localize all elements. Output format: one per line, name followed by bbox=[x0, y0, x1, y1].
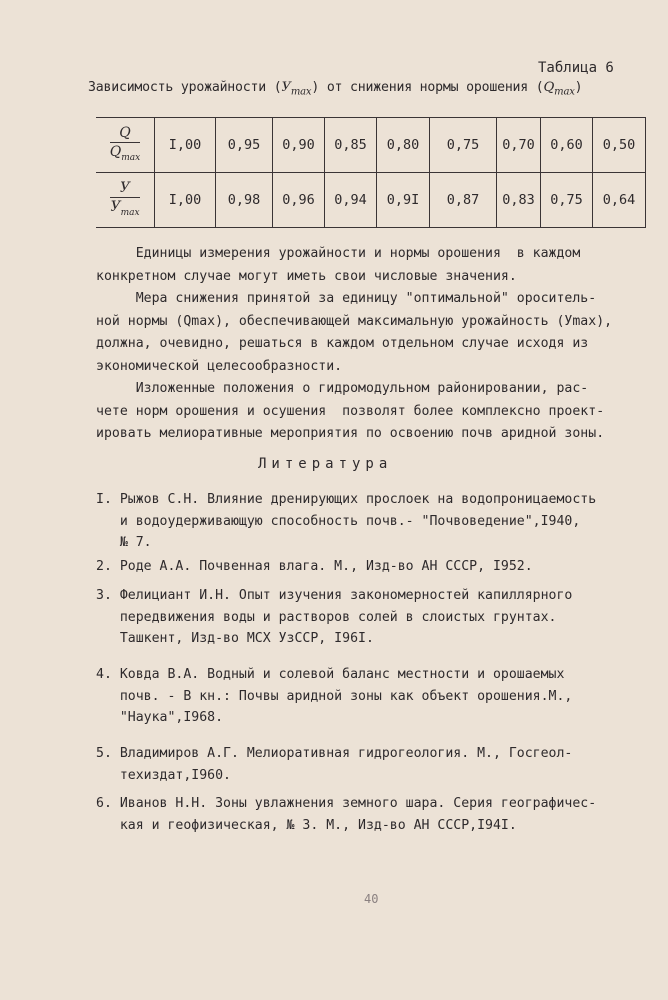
reference-item-5: 5. Владимиров А.Г. Мелиоративная гидрогеология. М., Госгеол- техиздат,I960. bbox=[96, 746, 573, 783]
table-cell: 0,83 bbox=[497, 173, 541, 228]
caption-q-symbol: Q bbox=[543, 80, 555, 95]
reference-item-6: 6. Иванов Н.Н. Зоны увлажнения земного шара. Серия географичес- кая и геофизическая, № 3. М., Изд-во АН СССР,I94I. bbox=[96, 796, 597, 833]
table-cell: 0,85 bbox=[325, 118, 377, 173]
caption-y-symbol: У bbox=[281, 80, 291, 95]
reference-item-2: 2. Роде А.А. Почвенная влага. М., Изд-во АН СССР, I952. bbox=[96, 559, 533, 574]
table-cell: I,00 bbox=[155, 118, 216, 173]
table-row-q bbox=[96, 118, 646, 173]
page-number: 40 bbox=[364, 892, 379, 906]
table-cell: I,00 bbox=[155, 173, 216, 228]
table-cell: 0,50 bbox=[593, 118, 646, 173]
table-caption: Зависимость урожайности $(У_{max})$ от снижения нормы орошения $(Q_{max})$ bbox=[88, 80, 583, 98]
y-denominator: У bbox=[110, 198, 121, 215]
q-numerator: Q bbox=[110, 125, 140, 143]
y-numerator: У bbox=[110, 180, 139, 198]
table-cell: 0,96 bbox=[273, 173, 325, 228]
table-cell: 0,70 bbox=[497, 118, 541, 173]
references-heading: Литература bbox=[258, 456, 393, 472]
table-cell: 0,87 bbox=[430, 173, 497, 228]
table-cell: 0,95 bbox=[216, 118, 273, 173]
table-cell: 0,64 bbox=[593, 173, 646, 228]
table-cell: 0,80 bbox=[377, 118, 430, 173]
row-header-q-ratio bbox=[96, 118, 155, 173]
row-header-y-ratio bbox=[96, 173, 155, 228]
table-cell: 0,60 bbox=[541, 118, 593, 173]
table-cell: 0,94 bbox=[325, 173, 377, 228]
data-table bbox=[96, 117, 646, 228]
table-cell: 0,75 bbox=[430, 118, 497, 173]
q-denominator-sub: max bbox=[121, 152, 141, 163]
q-denominator: Q bbox=[109, 143, 122, 160]
reference-item-1: I. Рыжов С.Н. Влияние дренирующих прослоек на водопроницаемость и водоудерживающую способность почв.- "Почвоведение",I940, № 7. bbox=[96, 492, 597, 550]
body-paragraphs: Единицы измерения урожайности и нормы орошения в каждом конкретном случае могут иметь свои числовые значения. Мера снижения принятой за единицу "оптимальной" ороситель- ной нормы (Qmax), обеспечивающей максимальную урожайность (Уmax), должна, очевидно, решаться в каждом отдельном случае исходя из экономической целесообразности. Изложенные положения о гидромодульном районировании, рас- чете норм орошения и осушения позволят более комплексно проект- ировать мелиоративные мероприятия по освоению почв аридной зоны. bbox=[96, 246, 613, 441]
table-cell: 0,75 bbox=[541, 173, 593, 228]
caption-y-sub: max bbox=[290, 86, 312, 98]
caption-middle: от снижения нормы орошения bbox=[326, 80, 529, 95]
reference-item-4: 4. Ковда В.А. Водный и солевой баланс местности и орошаемых почв. - В кн.: Почвы аридной зоны как объект орошения.М., "Наука",I968. bbox=[96, 667, 573, 725]
table-row-y bbox=[96, 173, 646, 228]
table-label: Таблица 6 bbox=[538, 60, 614, 76]
caption-before: Зависимость урожайности bbox=[88, 80, 267, 95]
y-denominator-sub: max bbox=[120, 207, 140, 218]
table-cell: 0,9I bbox=[377, 173, 430, 228]
caption-q-sub: max bbox=[554, 86, 575, 98]
reference-item-3: 3. Фелициант И.Н. Опыт изучения закономерностей капиллярного передвижения воды и растворов солей в слоистых грунтах. Ташкент, Изд-во МСХ УзССР, I96I. bbox=[96, 588, 573, 646]
table-cell: 0,98 bbox=[216, 173, 273, 228]
table-cell: 0,90 bbox=[273, 118, 325, 173]
